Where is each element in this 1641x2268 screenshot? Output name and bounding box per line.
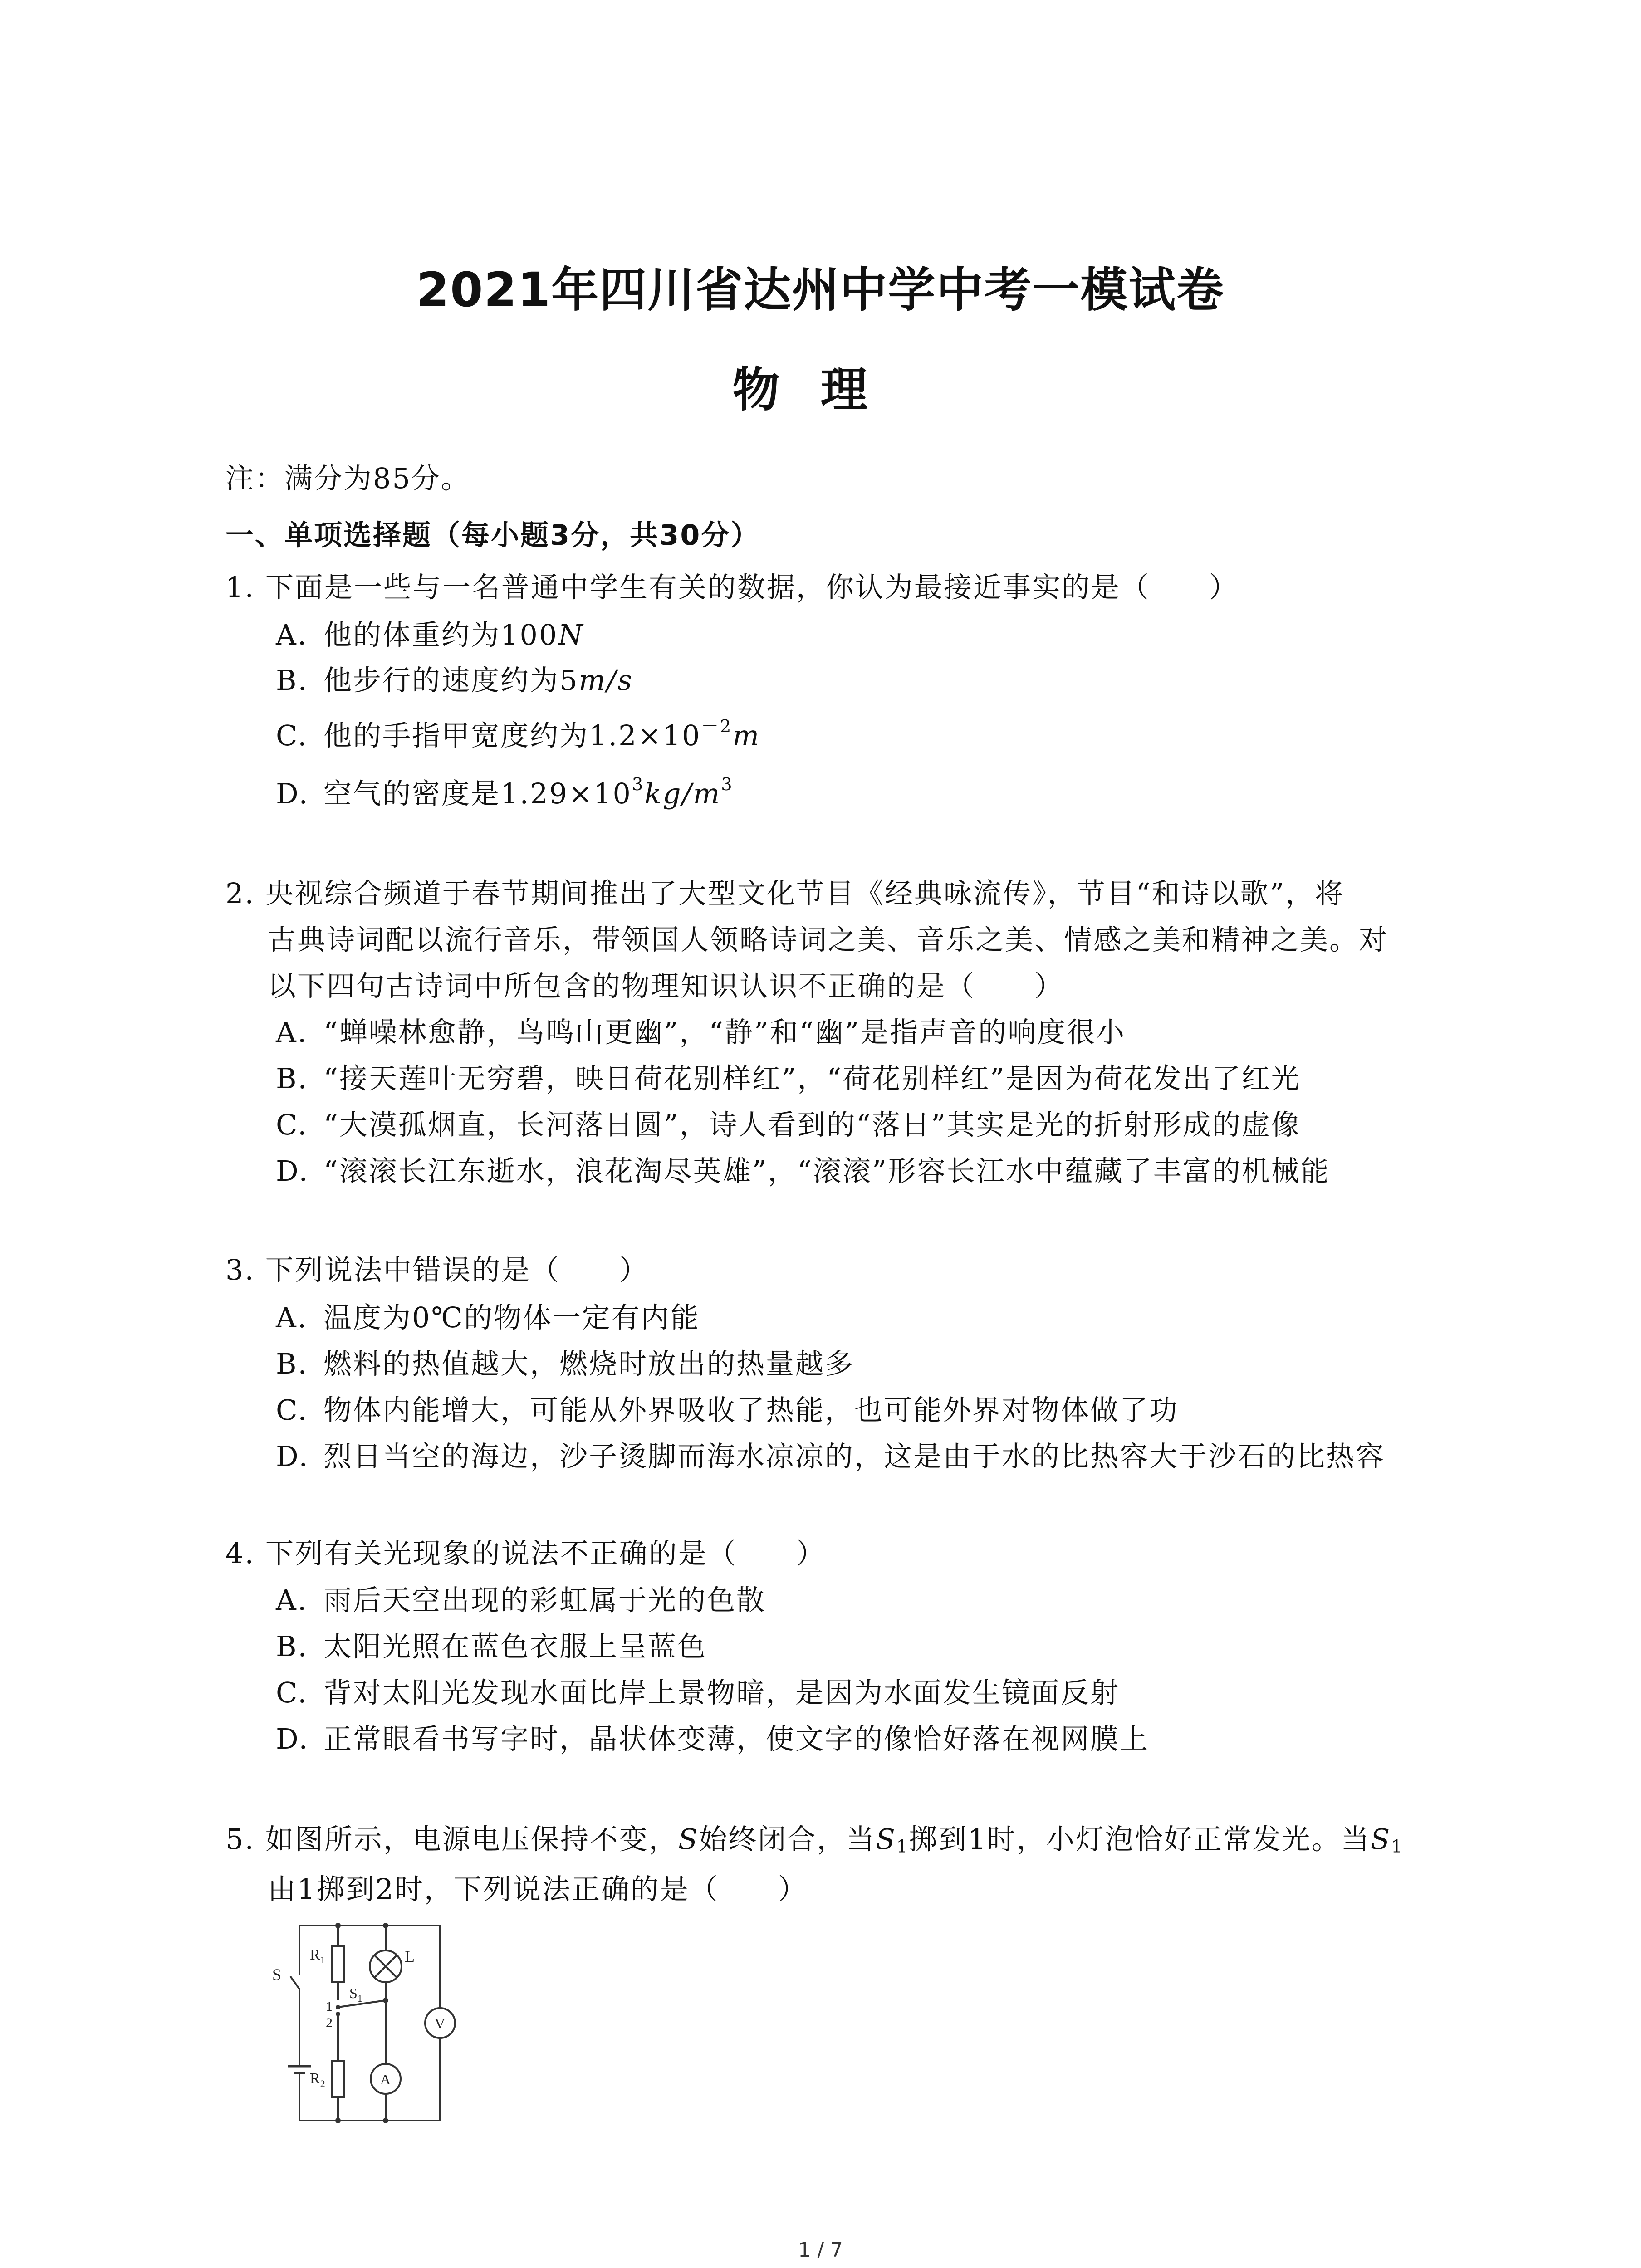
label-pos2: 2 bbox=[326, 2015, 333, 2030]
resistor-r1 bbox=[332, 1946, 344, 1982]
question-2-line-2: 古典诗词配以流行音乐，带领国人领略诗词之美、音乐之美、情感之美和精神之美。对 bbox=[268, 923, 1389, 956]
subject-title: 物理 bbox=[732, 362, 909, 417]
question-1 bbox=[225, 565, 1239, 605]
option-2d: D. “滚滚长江东逝水，浪花淘尽英雄”，“滚滚”形容长江水中蕴藏了丰富的机械能 bbox=[276, 1154, 1330, 1188]
question-5-line-2: 由1掷到2时，下列说法正确的是（ ） bbox=[268, 1872, 808, 1906]
question-stem: 下面是一些与一名普通中学生有关的数据，你认为最接近事实的是（ ） bbox=[265, 571, 1239, 604]
label-s: S bbox=[272, 1965, 282, 1984]
label-r2: $R_2$ bbox=[310, 2070, 325, 2089]
question-5: 5. 如图所示，电源电压保持不变，S始终闭合，当$S_1$掷到1时，小灯泡恰好正常发光。当$S_1$ bbox=[225, 1823, 1404, 1857]
question-number: 2. bbox=[225, 877, 255, 910]
question-stem: 央视综合频道于春节期间推出了大型文化节目《经典咏流传》，节目“和诗以歌”，将 bbox=[265, 877, 1345, 910]
section-heading: 一、单项选择题（每小题3分，共30分） bbox=[225, 518, 760, 552]
option-4c: C. 背对太阳光发现水面比岸上景物暗，是因为水面发生镜面反射 bbox=[276, 1676, 1120, 1709]
option-2a: A. “蝉噪林愈静，鸟鸣山更幽”，“静”和“幽”是指声音的响度很小 bbox=[276, 1016, 1126, 1049]
switch-s-blade bbox=[290, 1976, 299, 1989]
option-3a: A. 温度为0℃的物体一定有内能 bbox=[276, 1301, 700, 1334]
option-3c: C. 物体内能增大，可能从外界吸收了热能，也可能外界对物体做了功 bbox=[276, 1393, 1179, 1427]
option-3b: B. 燃料的热值越大，燃烧时放出的热量越多 bbox=[276, 1347, 855, 1380]
circuit-diagram bbox=[272, 1916, 467, 2130]
option-2c: C. “大漠孤烟直，长河落日圆”，诗人看到的“落日”其实是光的折射形成的虚像 bbox=[276, 1108, 1301, 1141]
label-a: A bbox=[380, 2071, 391, 2087]
label-l: L bbox=[405, 1947, 415, 1965]
question-4 bbox=[225, 1531, 826, 1571]
option-4b: B. 太阳光照在蓝色衣服上呈蓝色 bbox=[276, 1630, 707, 1663]
question-number: 4. bbox=[225, 1537, 255, 1570]
label-pos1: 1 bbox=[326, 1999, 333, 2014]
question-stem: 下列说法中错误的是（ ） bbox=[265, 1253, 649, 1286]
option-1d: D. 空气的密度是$1.29\times 10^3kg/m^3$ bbox=[276, 774, 734, 810]
option-1c: C. 他的手指甲宽度约为$1.2\times 10^{-2}m$ bbox=[276, 716, 761, 752]
question-number: 3. bbox=[225, 1253, 255, 1286]
question-number: 1. bbox=[225, 571, 255, 604]
resistor-r2 bbox=[332, 2061, 344, 2097]
score-note: 注：满分为85分。 bbox=[225, 462, 470, 495]
option-2b: B. “接天莲叶无穷碧，映日荷花别样红”，“荷花别样红”是因为荷花发出了红光 bbox=[276, 1062, 1301, 1095]
question-2-line-3: 以下四句古诗词中所包含的物理知识认识不正确的是（ ） bbox=[268, 969, 1064, 1002]
option-3d: D. 烈日当空的海边，沙子烫脚而海水凉凉的，这是由于水的比热容大于沙石的比热容 bbox=[276, 1440, 1386, 1473]
option-1b: B. 他步行的速度约为5m/s bbox=[276, 664, 633, 697]
label-s1: $S_1$ bbox=[349, 1985, 362, 2004]
exam-title: 2021年四川省达州中学中考一模试卷 bbox=[416, 262, 1225, 318]
option-1a: A. 他的体重约为100N bbox=[276, 618, 584, 651]
option-4d: D. 正常眼看书写字时，晶状体变薄，使文字的像恰好落在视网膜上 bbox=[276, 1722, 1150, 1755]
option-4a: A. 雨后天空出现的彩虹属于光的色散 bbox=[276, 1584, 766, 1617]
label-v: V bbox=[435, 2015, 446, 2032]
question-number: 5. bbox=[225, 1823, 255, 1856]
question-2 bbox=[225, 871, 1344, 911]
question-stem: 下列有关光现象的说法不正确的是（ ） bbox=[265, 1537, 826, 1570]
question-3 bbox=[225, 1247, 649, 1288]
page-number: 1 / 7 bbox=[798, 2239, 843, 2262]
label-r1: $R_1$ bbox=[310, 1946, 325, 1965]
